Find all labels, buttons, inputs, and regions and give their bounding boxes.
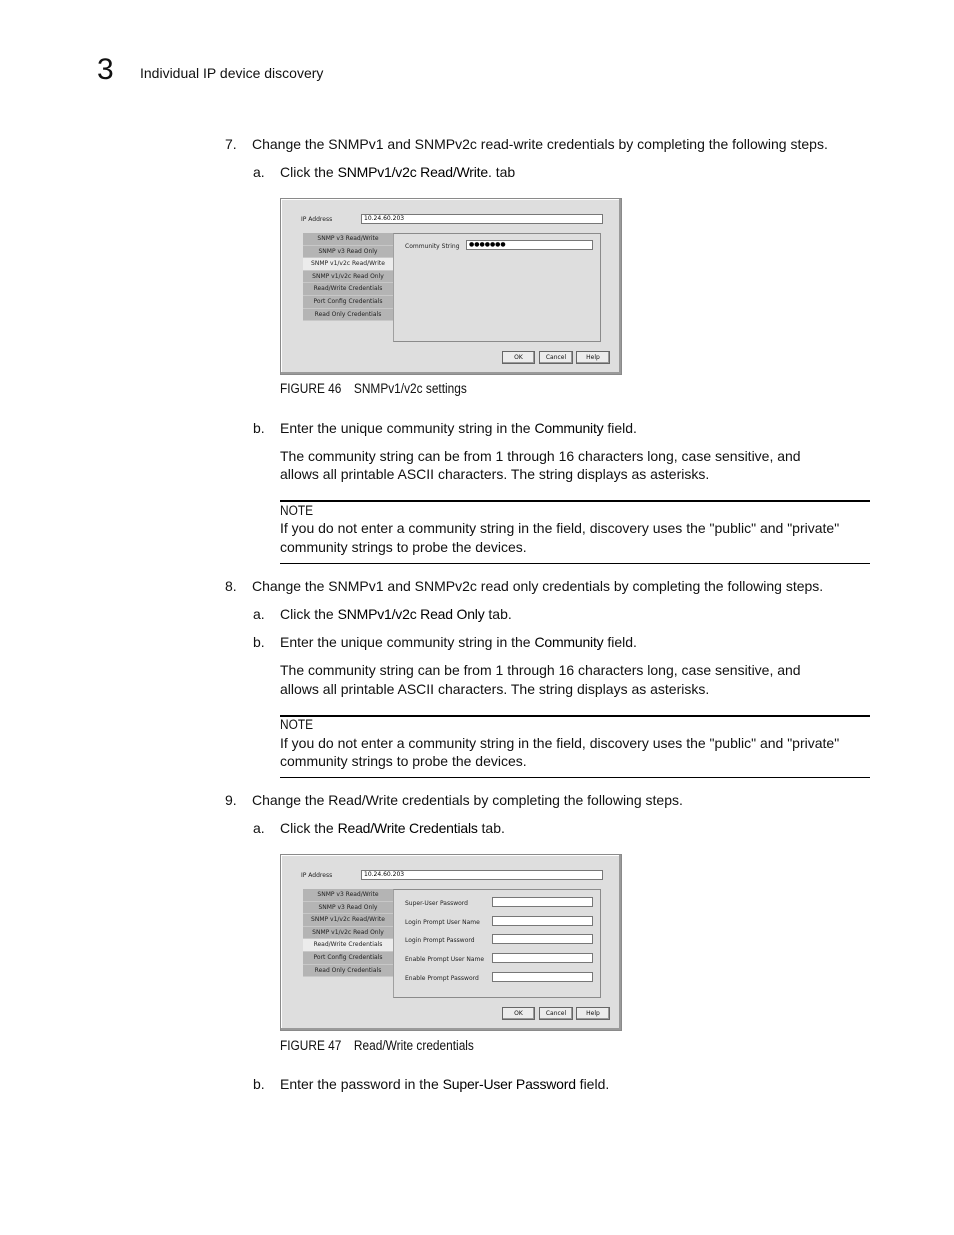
figure-46-caption bbox=[280, 381, 467, 396]
help-button[interactable]: Help bbox=[576, 1007, 610, 1020]
enable-prompt-user-name-label: Enable Prompt User Name bbox=[405, 956, 485, 963]
cancel-button[interactable]: Cancel bbox=[539, 1007, 573, 1020]
tab-snmp-v3-read-write[interactable]: SNMP v3 Read/Write bbox=[303, 889, 393, 902]
ok-button[interactable]: OK bbox=[502, 1007, 535, 1020]
super-user-password-field[interactable] bbox=[492, 897, 593, 907]
tab-snmp-v1v2c-read-only[interactable]: SNMP v1/v2c Read Only bbox=[303, 271, 393, 284]
community-string-field[interactable]: ●●●●●●● bbox=[466, 240, 593, 250]
note-2-line2: community strings to probe the devices. bbox=[280, 753, 527, 769]
figure-46-title: SNMPv1/v2c settings bbox=[353, 381, 467, 396]
step-7a-letter: a. bbox=[253, 164, 265, 180]
step-8b-bold: Community bbox=[534, 634, 604, 650]
tab-port-config-credentials[interactable]: Port Config Credentials bbox=[303, 296, 393, 309]
step-9-text: Change the Read/Write credentials by completing the following steps. bbox=[252, 792, 683, 808]
step-8b-text: Enter the unique community string in the Community field. bbox=[280, 634, 637, 650]
chapter-title: Individual IP device discovery bbox=[140, 65, 324, 81]
step-7-body-line2: allows all printable ASCII characters. The string displays as asterisks. bbox=[280, 466, 710, 482]
figure-47-caption bbox=[280, 1038, 474, 1053]
login-prompt-user-name-field[interactable] bbox=[492, 916, 593, 926]
note-2-bottom-rule bbox=[280, 777, 870, 778]
figure-47-dialog bbox=[280, 854, 622, 1031]
enable-prompt-password-field[interactable] bbox=[492, 972, 593, 982]
note-2-title: NOTE bbox=[280, 717, 314, 732]
step-8a-bold: SNMPv1/v2c Read Only bbox=[337, 606, 485, 622]
step-9b-text: Enter the password in the Super-User Password field. bbox=[280, 1076, 610, 1092]
step-7b-text: Enter the unique community string in the Community field. bbox=[280, 420, 637, 436]
tab-snmp-v3-read-write[interactable]: SNMP v3 Read/Write bbox=[303, 233, 393, 246]
ip-address-field[interactable]: 10.24.60.203 bbox=[361, 870, 603, 880]
step-8-number: 8. bbox=[225, 578, 237, 594]
step-8-body-line1: The community string can be from 1 through 16 characters long, case sensitive, and bbox=[280, 662, 801, 678]
step-7a-bold: SNMPv1/v2c Read/Write bbox=[337, 164, 488, 180]
tab-read-write-credentials[interactable]: Read/Write Credentials bbox=[303, 283, 393, 296]
note-1-line2: community strings to probe the devices. bbox=[280, 539, 527, 555]
cancel-button[interactable]: Cancel bbox=[539, 351, 573, 364]
login-prompt-password-label: Login Prompt Password bbox=[405, 937, 475, 944]
ip-address-field[interactable]: 10.24.60.203 bbox=[361, 214, 603, 224]
figure-46-label: FIGURE 46 bbox=[280, 381, 342, 396]
enable-prompt-user-name-field[interactable] bbox=[492, 953, 593, 963]
tab-list bbox=[303, 233, 393, 321]
step-8a-letter: a. bbox=[253, 606, 265, 622]
note-1-title: NOTE bbox=[280, 503, 314, 518]
ip-address-label: IP Address bbox=[301, 216, 333, 223]
step-9-number: 9. bbox=[225, 792, 237, 808]
step-7b-bold: Community bbox=[534, 420, 604, 436]
step-7a-text: Click the SNMPv1/v2c Read/Write. tab bbox=[280, 164, 516, 180]
step-9a-bold: Read/Write Credentials bbox=[337, 820, 478, 836]
tab-snmp-v1v2c-read-only[interactable]: SNMP v1/v2c Read Only bbox=[303, 927, 393, 940]
chapter-number: 3 bbox=[97, 53, 114, 86]
step-8-text: Change the SNMPv1 and SNMPv2c read only credentials by completing the following steps. bbox=[252, 578, 824, 594]
help-button[interactable]: Help bbox=[576, 351, 610, 364]
step-9b-bold: Super-User Password bbox=[442, 1076, 576, 1092]
note-2-top-rule bbox=[280, 715, 870, 717]
note-1-top-rule bbox=[280, 500, 870, 502]
step-9a-letter: a. bbox=[253, 820, 265, 836]
tab-read-only-credentials[interactable]: Read Only Credentials bbox=[303, 309, 393, 322]
tab-port-config-credentials[interactable]: Port Config Credentials bbox=[303, 952, 393, 965]
note-1-bottom-rule bbox=[280, 563, 870, 564]
step-9a-text: Click the Read/Write Credentials tab. bbox=[280, 820, 505, 836]
community-string-label: Community String bbox=[405, 243, 460, 250]
step-7-body-line1: The community string can be from 1 through 16 characters long, case sensitive, and bbox=[280, 448, 801, 464]
super-user-password-label: Super-User Password bbox=[405, 900, 468, 907]
ip-address-label: IP Address bbox=[301, 872, 333, 879]
login-prompt-password-field[interactable] bbox=[492, 934, 593, 944]
tab-snmp-v3-read-only[interactable]: SNMP v3 Read Only bbox=[303, 902, 393, 915]
login-prompt-user-name-label: Login Prompt User Name bbox=[405, 919, 480, 926]
step-7b-letter: b. bbox=[253, 420, 265, 436]
tab-read-write-credentials[interactable]: Read/Write Credentials bbox=[303, 939, 393, 952]
step-7-text: Change the SNMPv1 and SNMPv2c read-write credentials by completing the following steps. bbox=[252, 136, 828, 152]
tab-snmp-v3-read-only[interactable]: SNMP v3 Read Only bbox=[303, 246, 393, 259]
figure-47-title: Read/Write credentials bbox=[353, 1038, 474, 1053]
tab-read-only-credentials[interactable]: Read Only Credentials bbox=[303, 965, 393, 978]
step-9b-letter: b. bbox=[253, 1076, 265, 1092]
figure-46-dialog bbox=[280, 198, 622, 375]
step-8b-letter: b. bbox=[253, 634, 265, 650]
tab-list bbox=[303, 889, 393, 977]
step-7-number: 7. bbox=[225, 136, 237, 152]
tab-snmp-v1v2c-read-write[interactable]: SNMP v1/v2c Read/Write bbox=[303, 914, 393, 927]
figure-47-label: FIGURE 47 bbox=[280, 1038, 342, 1053]
note-1-line1: If you do not enter a community string in the field, discovery uses the "public" and "private" bbox=[280, 520, 840, 536]
tab-snmp-v1v2c-read-write[interactable]: SNMP v1/v2c Read/Write bbox=[303, 258, 393, 271]
enable-prompt-password-label: Enable Prompt Password bbox=[405, 975, 479, 982]
ok-button[interactable]: OK bbox=[502, 351, 535, 364]
step-8-body-line2: allows all printable ASCII characters. The string displays as asterisks. bbox=[280, 681, 710, 697]
note-2-line1: If you do not enter a community string in the field, discovery uses the "public" and "private" bbox=[280, 735, 840, 751]
step-8a-text: Click the SNMPv1/v2c Read Only tab. bbox=[280, 606, 512, 622]
